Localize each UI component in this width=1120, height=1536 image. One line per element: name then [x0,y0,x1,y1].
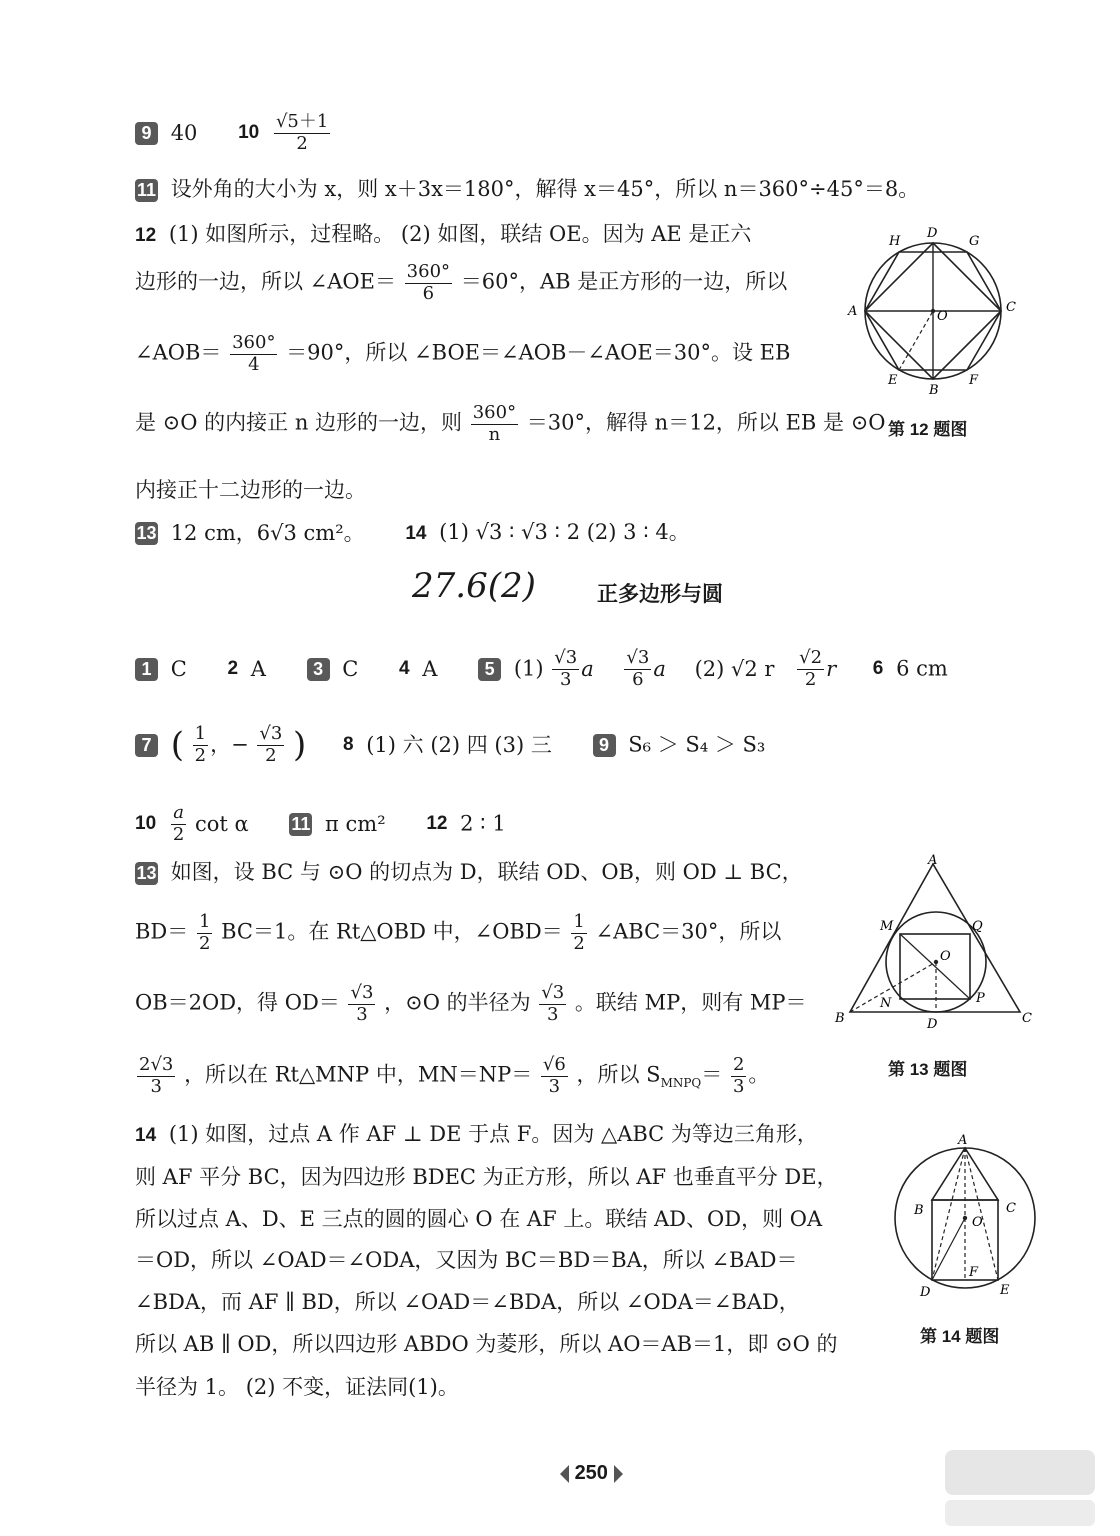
answer-text: BD＝ [135,919,189,944]
q12-line-4 [135,403,886,445]
answer-text: BC＝1。在 Rt△OBD 中，∠OBD＝ [221,919,563,944]
question-number: 12 [426,813,448,835]
answer-row-1-6 [135,648,948,690]
answer-text: 是 ⊙O 的内接正 n 边形的一边，则 [135,410,463,435]
question-number: 8 [342,734,354,756]
question-number: 10 [135,813,157,835]
fraction [405,262,452,304]
answer: 12 cm，6√3 cm²。 [170,520,365,545]
label-N: N [880,996,892,1011]
fraction [571,912,586,954]
numerator: √6 [542,1054,566,1075]
question-number: 2 [227,658,239,680]
label-D: D [920,1285,931,1300]
q12-line-2 [135,262,787,304]
label-O: O [972,1215,983,1230]
answer-text: ，所以在 Rt△MNP 中，MN＝NP＝ [184,1062,533,1087]
denominator: 3 [547,1003,559,1025]
numerator: √3 [259,723,283,744]
fraction [197,912,212,954]
label-E: E [888,373,898,388]
fraction [471,403,518,445]
fraction [137,1055,175,1097]
answer: 40 [170,120,198,145]
answer-text: 所以过点 A、D、E 三点的圆的圆心 O 在 AF 上。联结 AD、OD，则 OA [135,1207,823,1231]
denominator: 2 [172,823,185,845]
numerator: √3 [541,982,565,1003]
answer: C [170,656,187,681]
figure-12-diagram [845,222,1025,402]
numerator: 2√3 [139,1054,174,1075]
left-triangle-icon [560,1465,569,1483]
answer-row-7-9: 7 ( $\frac{1}{2}$ ，− $\frac{√3}{2}$ ) 8 (1) 六 (2) 四 (3) 三 9 S₆ ＞ S₄ ＞ S₃ [135,724,765,766]
answer-row-13-14 [135,520,690,546]
answer: (2) √2 r [694,656,775,681]
label-C: C [1006,300,1016,315]
answer-row-10-12 [135,803,506,845]
answer-text: 则 AF 平分 BC，因为四边形 BDEC 为正方形，所以 AF 也垂直平分 DE， [135,1165,838,1189]
fraction [624,648,651,690]
answer-text: ∠ABC＝30°，所以 [595,919,782,944]
answer-text: (1) 如图所示，过程略。 (2) 如图，联结 OE。因为 AE 是正六 [168,222,752,246]
figure-12-caption: 第 12 题图 [888,420,968,439]
fraction [348,983,375,1025]
figure-14-caption: 第 14 题图 [920,1327,1000,1346]
question-badge: 13 [136,863,157,883]
answer-text: ＝30°，解得 n＝12，所以 EB 是 ⊙O [526,410,886,435]
answer-row-11 [135,177,919,202]
q14-line-2 [135,1165,838,1190]
label-O: O [940,949,951,964]
denominator: 6 [422,282,435,304]
numerator: 1 [198,911,211,932]
q13-line-4 [135,1055,769,1097]
label-D: D [927,226,938,241]
q14-line-3 [135,1207,822,1232]
fraction [552,648,579,690]
paren-close: ) [293,724,307,765]
answer: cot α [194,811,249,836]
answer-text: ＝ [701,1062,723,1087]
label-M: M [880,919,894,934]
question-badge: 9 [593,734,616,757]
fraction [171,803,186,845]
denominator: 6 [632,668,644,690]
numerator: √5＋1 [275,111,329,132]
answer: π cm² [325,811,386,836]
label-F: F [969,1265,979,1280]
variable: a [653,656,666,681]
numerator: a [171,803,186,825]
label-C: C [1006,1201,1016,1216]
question-badge: 1 [135,658,158,681]
answer-text: 内接正十二边形的一边。 [135,478,366,502]
label-F: F [969,373,979,388]
label-Q: Q [972,919,983,934]
denominator: 2 [265,744,277,766]
answer-text: ＝60°，AB 是正方形的一边，所以 [460,269,788,294]
answer-text: 所以 AB ∥ OD，所以四边形 ABDO 为菱形，所以 AO＝AB＝1，即 ⊙O 的 [135,1332,838,1356]
answer: (1) 六 (2) 四 (3) 三 [366,732,552,757]
denominator: 2 [804,668,817,690]
variable: a [581,656,594,681]
fraction [797,648,824,690]
watermark-logo [935,1440,1110,1530]
label-G: G [969,234,980,249]
page-number [560,1462,623,1485]
q14-line-4 [135,1248,798,1273]
answer: A [250,656,266,681]
answer-text: 设外角的大小为 x，则 x＋3x＝180°，解得 x＝45°，所以 n＝360°÷45°＝8。 [170,177,920,201]
q14-line-1 [135,1122,818,1147]
answer-text: ＝OD，所以 ∠OAD＝∠ODA，又因为 BC＝BD＝BA，所以 ∠BAD＝ [135,1248,798,1272]
numerator: 2 [732,1054,745,1075]
subscript: MNPQ [660,1075,702,1090]
answer-text: ，⊙O 的半径为 [384,990,531,1015]
numerator: 360° [406,261,451,282]
label-H: H [889,234,901,249]
q12-line-1 [135,222,751,247]
numerator: 360° [472,402,517,423]
answer-text: 。 [748,1062,770,1087]
fraction [274,112,330,154]
question-badge: 11 [291,813,311,834]
q13-line-3 [135,983,807,1025]
answer-row-9-10 [135,112,332,154]
question-number: 14 [135,1124,157,1146]
answer-text: ∠AOB＝ [135,340,222,365]
figure-13-caption: 第 13 题图 [888,1060,968,1079]
answer: (1) [513,656,544,681]
q12-line-3 [135,333,790,375]
answer-text: 边形的一边，所以 ∠AOE＝ [135,269,396,294]
denominator: n [488,423,501,445]
q14-line-5 [135,1290,800,1315]
fraction [257,724,284,766]
denominator: 3 [150,1075,162,1097]
answer: 6 cm [896,656,948,681]
answer-text: 。联结 MP，则有 MP＝ [574,990,807,1015]
label-P: P [976,991,985,1006]
denominator: 3 [560,668,572,690]
answer: (1) √3 ∶ √3 ∶ 2 (2) 3 ∶ 4。 [439,520,690,544]
label-B: B [835,1011,845,1026]
label-E: E [1000,1283,1010,1298]
label-D: D [927,1017,938,1032]
fraction [193,724,208,766]
answer: 2 ∶ 1 [460,811,506,836]
answer: S₆ ＞ S₄ ＞ S₃ [628,732,766,757]
numerator: √2 [799,647,823,668]
numerator: 360° [232,332,276,353]
answer: C [342,656,359,681]
numerator: 1 [194,723,207,744]
question-number: 12 [135,224,157,246]
figure-13-diagram [830,852,1035,1032]
q12-line-5 [135,478,366,503]
question-badge: 13 [136,523,157,543]
denominator: 3 [548,1075,561,1097]
answer: A [422,656,438,681]
right-triangle-icon [614,1465,623,1483]
label-A: A [928,853,938,868]
numerator: √3 [350,982,374,1003]
variable: r [826,656,837,681]
denominator: 3 [732,1075,745,1097]
fraction [731,1055,746,1097]
question-number: 6 [872,658,884,680]
fraction [230,333,277,375]
numerator: √3 [626,647,650,668]
section-title: 正多边形与圆 [597,583,723,606]
label-A: A [958,1133,968,1148]
fraction [539,983,566,1025]
question-badge: 7 [135,734,158,757]
denominator: 4 [248,353,260,375]
numerator: √3 [554,647,578,668]
label-C: C [1022,1011,1032,1026]
label-A: A [848,304,858,319]
answer-text: 如图，设 BC 与 ⊙O 的切点为 D，联结 OD、OB，则 OD ⊥ BC， [170,860,803,884]
answer-text: OB＝2OD，得 OD＝ [135,990,340,1015]
denominator: 2 [573,932,585,954]
denominator: 2 [198,932,211,954]
figure-14-diagram [880,1130,1055,1305]
label-O: O [937,309,948,324]
q14-line-6 [135,1332,838,1357]
label-B: B [929,383,939,398]
question-number: 10 [238,122,260,144]
answer-text: 半径为 1。 (2) 不变，证法同(1)。 [135,1375,459,1399]
answer-text: ∠BDA，而 AF ∥ BD，所以 ∠OAD＝∠BDA，所以 ∠ODA＝∠BAD， [135,1290,800,1314]
answer-text: ，所以 S [576,1062,661,1087]
denominator: 2 [296,132,308,154]
answer-text: (1) 如图，过点 A 作 AF ⊥ DE 于点 F。因为 △ABC 为等边三角形， [168,1122,818,1146]
fraction [541,1055,568,1097]
question-badge: 5 [478,658,501,681]
question-number: 4 [399,658,410,680]
question-badge: 11 [136,180,157,200]
label-B: B [914,1203,924,1218]
question-badge: 3 [307,658,330,681]
paren-open: ( [170,724,184,765]
question-badge: 9 [135,122,158,145]
q13-line-2 [135,912,781,954]
numerator: 1 [573,911,585,932]
section-number: 27.6(2) [412,566,536,606]
page-number-text: 250 [574,1462,608,1485]
denominator: 2 [194,744,207,766]
answer-text: ＝90°，所以 ∠BOE＝∠AOB－∠AOE＝30°。设 EB [286,340,791,365]
question-number: 14 [405,522,427,544]
denominator: 3 [356,1003,368,1025]
q14-line-7 [135,1375,459,1400]
q13-line-1 [135,860,803,885]
